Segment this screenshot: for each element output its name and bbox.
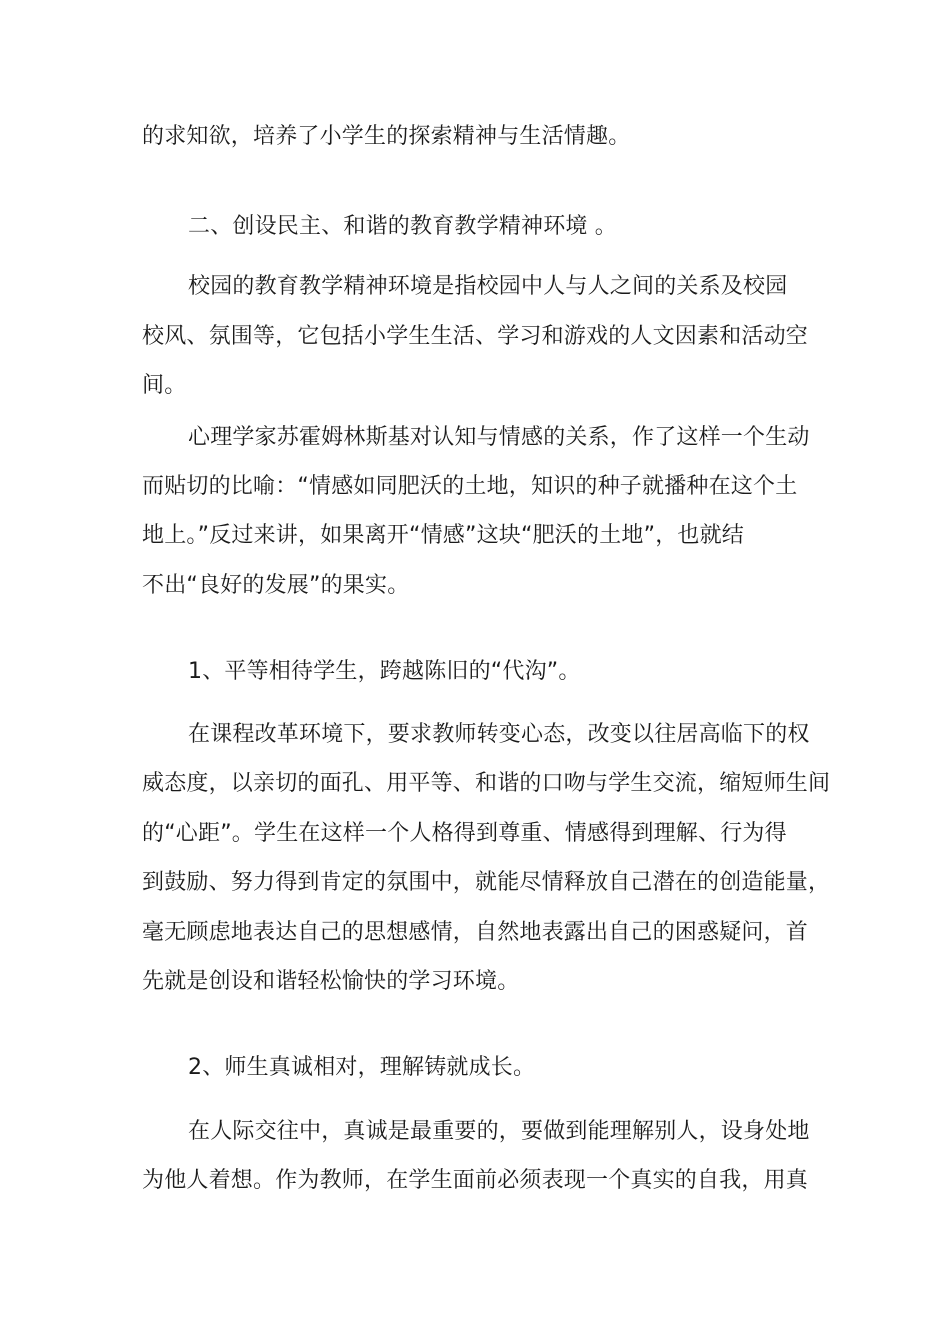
text-line: 间。	[142, 373, 187, 398]
subsection-heading: 1、平等相待学生，跨越陈旧的“代沟”。	[188, 659, 581, 684]
text-line: 地上。”反过来讲，如果离开“情感”这块“肥沃的土地”，也就结	[142, 523, 744, 548]
text-line: 不出“良好的发展”的果实。	[142, 573, 410, 598]
subsection-heading: 2、师生真诚相对，理解铸就成长。	[188, 1055, 536, 1080]
text-line: 而贴切的比喻：“情感如同肥沃的土地，知识的种子就播种在这个土	[142, 474, 798, 499]
text-line: 到鼓励、努力得到肯定的氛围中，就能尽情释放自己潜在的创造能量，	[142, 870, 831, 895]
text-line: 威态度，以亲切的面孔、用平等、和谐的口吻与学生交流，缩短师生间	[142, 771, 831, 796]
text-line: 毫无顾虑地表达自己的思想感情，自然地表露出自己的困惑疑问，首	[142, 920, 809, 945]
text-line: 在课程改革环境下，要求教师转变心态，改变以往居高临下的权	[188, 722, 810, 747]
text-line: 校园的教育教学精神环境是指校园中人与人之间的关系及校园	[188, 274, 788, 299]
text-line: 心理学家苏霍姆林斯基对认知与情感的关系，作了这样一个生动	[188, 425, 810, 450]
text-line: 的求知欲，培养了小学生的探索精神与生活情趣。	[142, 124, 631, 149]
text-line: 先就是创设和谐轻松愉快的学习环境。	[142, 969, 520, 994]
section-heading: 二、创设民主、和谐的教育教学精神环境 。	[188, 214, 617, 239]
text-line: 的“心距”。学生在这样一个人格得到尊重、情感得到理解、行为得	[142, 821, 787, 846]
text-line: 为他人着想。作为教师，在学生面前必须表现一个真实的自我，用真	[142, 1168, 809, 1193]
text-line: 校风、氛围等，它包括小学生生活、学习和游戏的人文因素和活动空	[142, 324, 809, 349]
text-line: 在人际交往中，真诚是最重要的，要做到能理解别人，设身处地	[188, 1119, 810, 1144]
